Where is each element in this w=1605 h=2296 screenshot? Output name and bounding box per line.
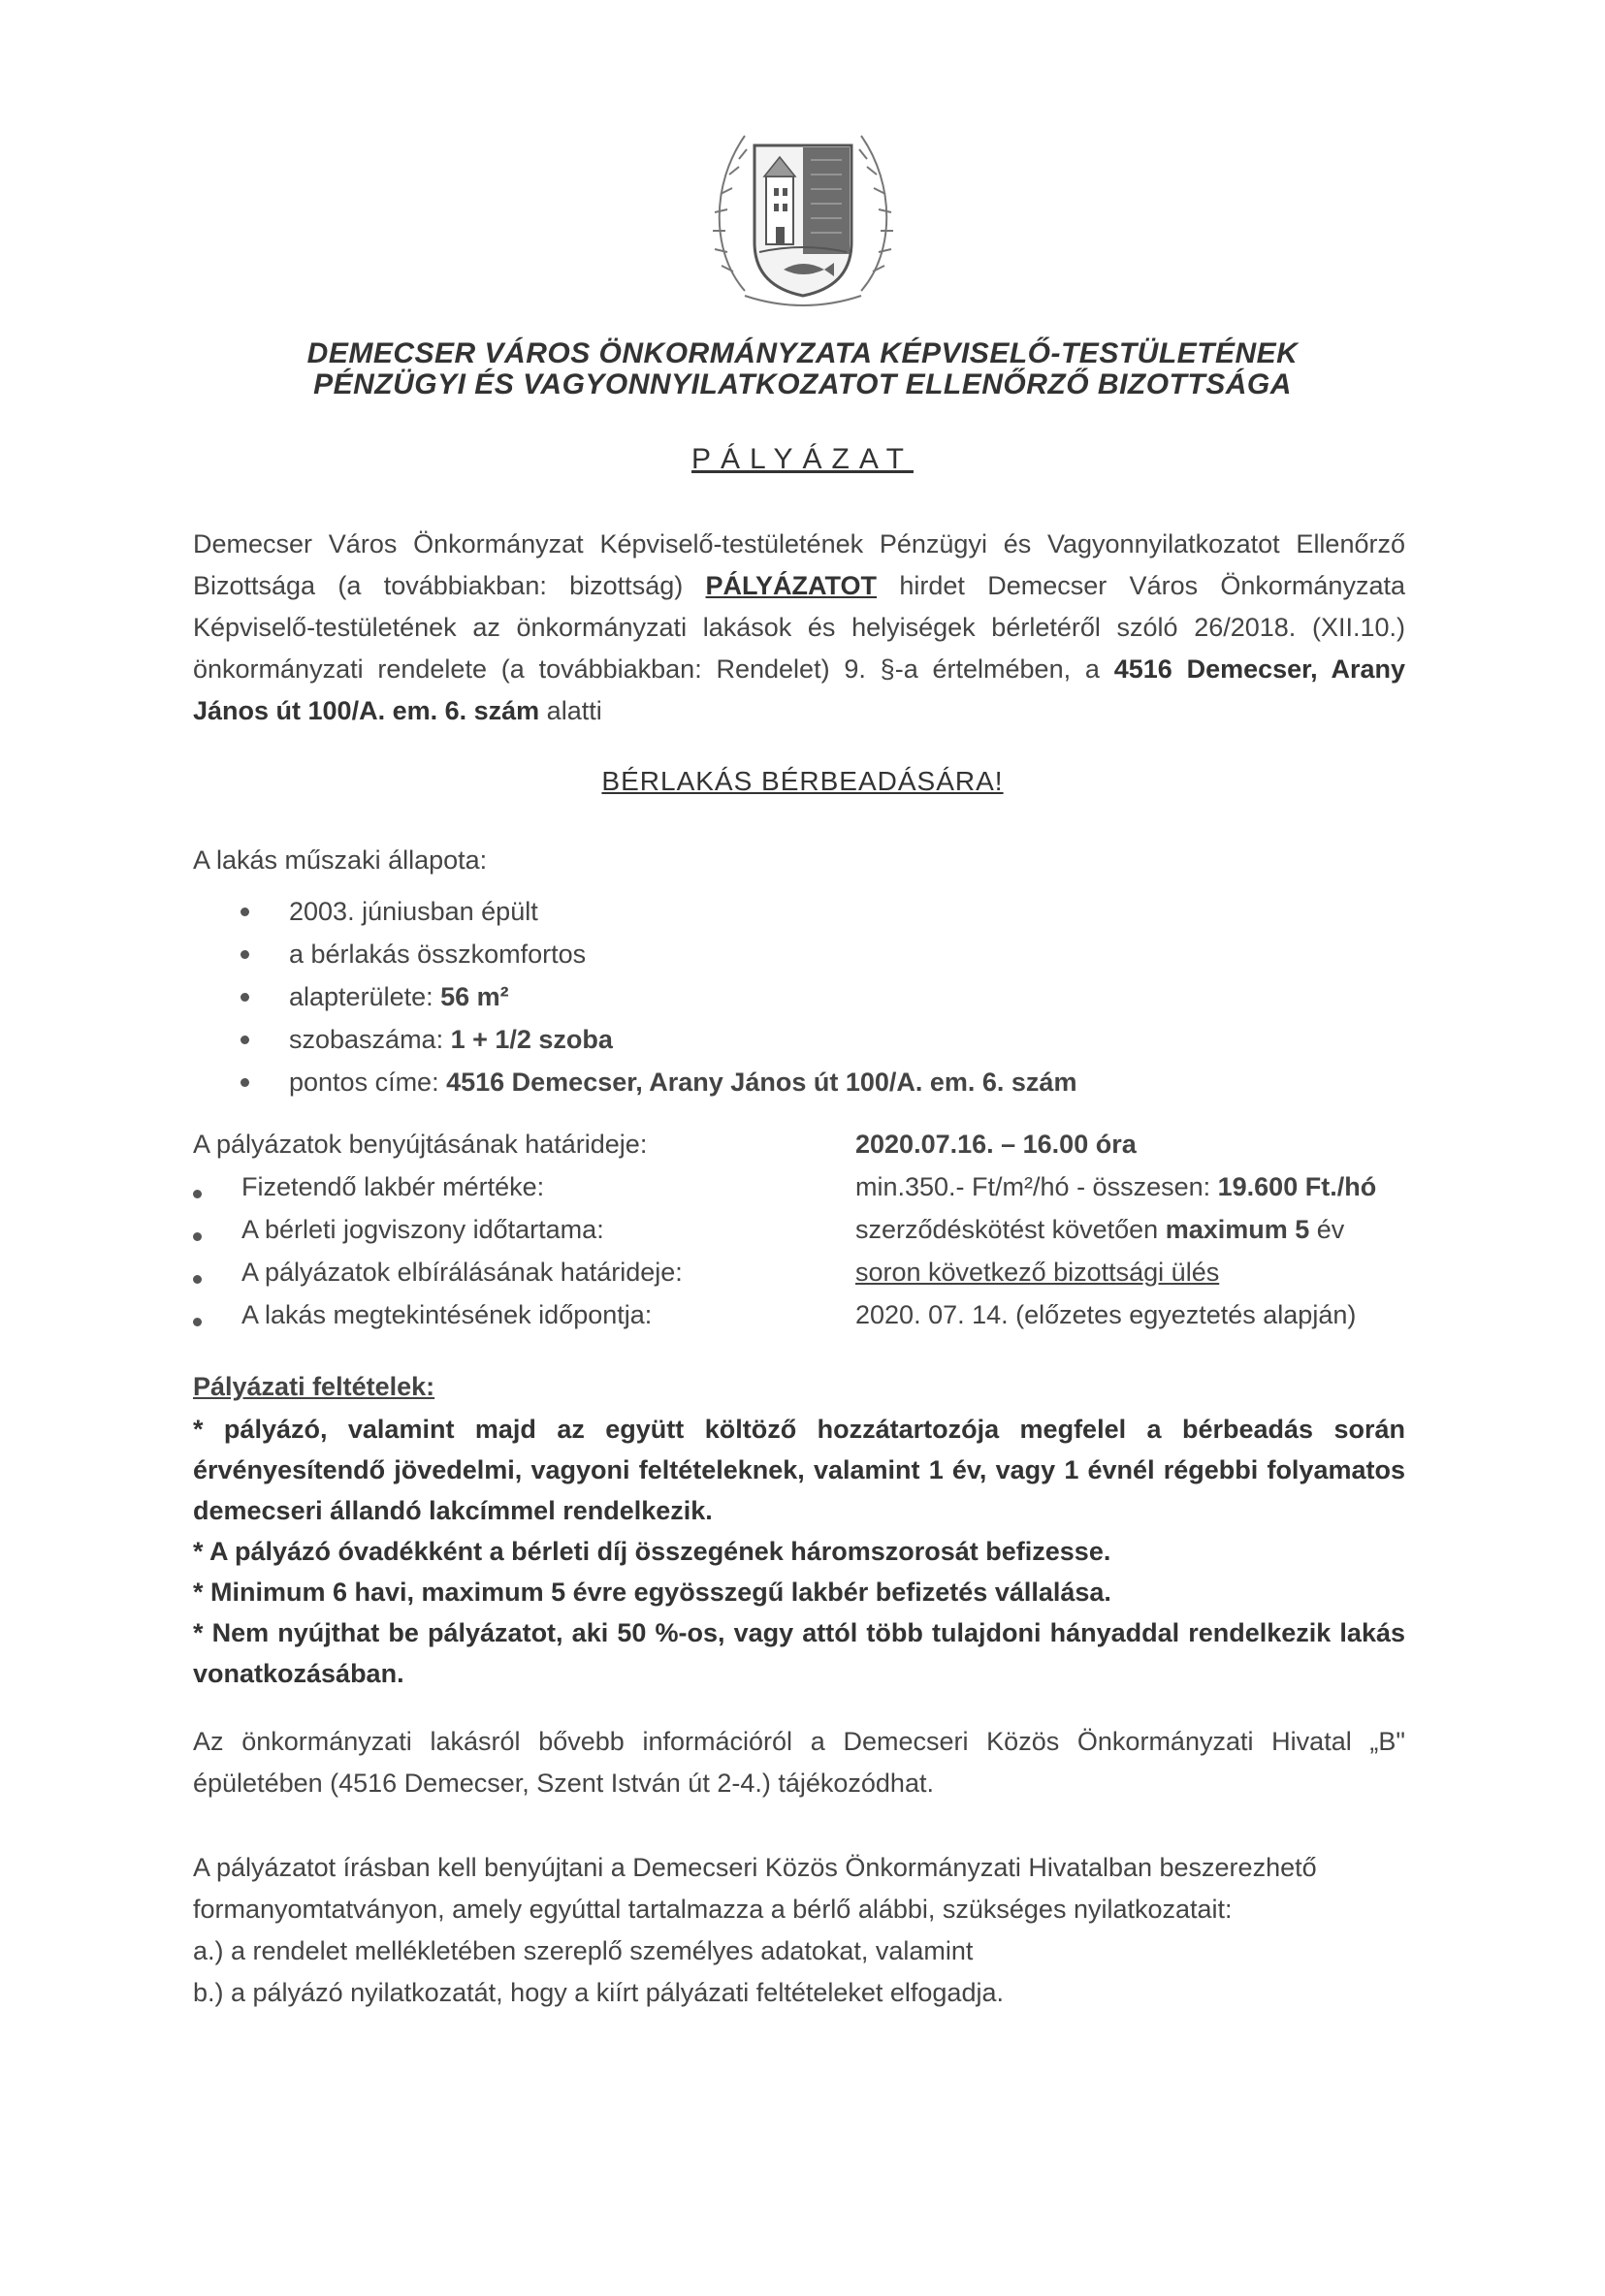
bullet-icon xyxy=(241,1036,249,1044)
bullet-icon xyxy=(193,1232,202,1241)
rent-row xyxy=(193,1172,1415,1215)
intro-keyword: PÁLYÁZATOT xyxy=(705,571,878,600)
term-value: szerződéskötést követően maximum 5 év xyxy=(855,1215,1345,1244)
submission-item-a: a.) a rendelet mellékletében szereplő személyes adatokat, valamint xyxy=(193,1936,974,1965)
condition-item: * Minimum 6 havi, maximum 5 évre egyösszegű lakbér befizetés vállalása. xyxy=(193,1578,1111,1607)
intro-text-3: alatti xyxy=(539,696,602,725)
term-label: A bérleti jogviszony időtartama: xyxy=(241,1215,604,1244)
intro-paragraph xyxy=(193,524,1405,732)
committee-heading-line-1: DEMECSER VÁROS ÖNKORMÁNYZATA KÉPVISELŐ-TESTÜLETÉNEK xyxy=(306,337,1299,369)
bullet-icon xyxy=(241,1078,249,1087)
bullet-icon xyxy=(193,1318,202,1326)
bullet-icon xyxy=(241,950,249,959)
key-facts xyxy=(193,1130,1415,1343)
technical-state-list xyxy=(241,890,1076,1103)
submission-item-b: b.) a pályázó nyilatkozatát, hogy a kiírt pályázati feltételeket elfogadja. xyxy=(193,1978,1004,2007)
intro-address: 4516 Demecser, Arany János út 100/A. em. 6. szám xyxy=(193,654,1405,725)
list-item: szobaszáma: 1 + 1/2 szoba xyxy=(241,1018,1076,1061)
viewing-value: 2020. 07. 14. (előzetes egyeztetés alapján) xyxy=(855,1300,1357,1329)
intro-text-1: Demecser Város Önkormányzat Képviselő-testületének Pénzügyi és Vagyonnyilatkozatot Ellenőrző Bizottsága (a továbbiakban: bizottság) xyxy=(193,529,1405,600)
condition-item: * Nem nyújthat be pályázatot, aki 50 %-os, vagy attól több tulajdoni hányaddal rendelkezik lakás vonatkozásában. xyxy=(193,1618,1405,1688)
document-title: PÁLYÁZAT xyxy=(691,443,914,475)
conditions-list xyxy=(193,1409,1405,1694)
evaluation-label: A pályázatok elbírálásának határideje: xyxy=(241,1258,683,1287)
deadline-label: A pályázatok benyújtásának határideje: xyxy=(193,1130,648,1159)
submission-paragraph xyxy=(193,1847,1405,2014)
viewing-row xyxy=(193,1300,1415,1343)
list-item: pontos címe: 4516 Demecser, Arany János út 100/A. em. 6. szám xyxy=(241,1061,1076,1103)
list-item: alapterülete: 56 m² xyxy=(241,975,1076,1018)
evaluation-value: soron következő bizottsági ülés xyxy=(855,1258,1220,1287)
condition-item: * pályázó, valamint majd az együtt költöző hozzátartozója megfelel a bérbeadás során érvényesítendő jövedelmi, vagyoni feltételeknek, valamint 1 év, vagy 1 évnél régebbi folyamatos demecseri állandó lakcímmel rendelkezik. xyxy=(193,1415,1405,1525)
document-subtitle: BÉRLAKÁS BÉRBEADÁSÁRA! xyxy=(601,766,1004,796)
bullet-icon xyxy=(241,993,249,1002)
committee-heading-line-2: PÉNZÜGYI ÉS VAGYONNYILATKOZATOT ELLENŐRZŐ BIZOTTSÁGA xyxy=(313,368,1292,400)
list-item: a bérlakás összkomfortos xyxy=(241,933,1076,975)
intro-text-2: hirdet Demecser Város Önkormányzata Képviselő-testületének az önkormányzati lakások és helyiségek bérletéről szóló 26/2018. (XII.10.) önkormányzati rendelete (a továbbiakban: Rendelet) 9. §-a értelmében, a xyxy=(193,571,1405,684)
viewing-label: A lakás megtekintésének időpontja: xyxy=(241,1300,653,1329)
technical-state-label: A lakás műszaki állapota: xyxy=(193,845,488,875)
bullet-icon xyxy=(241,908,249,916)
info-paragraph: Az önkormányzati lakásról bővebb információról a Demecseri Közös Önkormányzati Hivatal „B" épületében (4516 Demecser, Szent István út 2-4.) tájékozódhat. xyxy=(193,1727,1405,1798)
deadline-value: 2020.07.16. – 16.00 óra xyxy=(855,1130,1137,1159)
bullet-icon xyxy=(193,1275,202,1284)
submission-text: A pályázatot írásban kell benyújtani a Demecseri Közös Önkormányzati Hivatalban beszerezhető formanyomtatványon, amely egyúttal tartalmazza a bérlő alábbi, szükséges nyilatkozatait: xyxy=(193,1853,1317,1924)
term-row xyxy=(193,1215,1415,1258)
list-item: 2003. júniusban épült xyxy=(241,890,1076,933)
rent-value: min.350.- Ft/m²/hó - összesen: 19.600 Ft./hó xyxy=(855,1172,1377,1201)
rent-label: Fizetendő lakbér mértéke: xyxy=(241,1172,545,1201)
coat-of-arms-logo xyxy=(706,107,900,315)
bullet-icon xyxy=(193,1190,202,1198)
condition-item: * A pályázó óvadékként a bérleti díj összegének háromszorosát befizesse. xyxy=(193,1537,1111,1566)
evaluation-row xyxy=(193,1258,1415,1300)
deadline-row xyxy=(193,1130,1415,1172)
conditions-title: Pályázati feltételek: xyxy=(193,1372,435,1401)
